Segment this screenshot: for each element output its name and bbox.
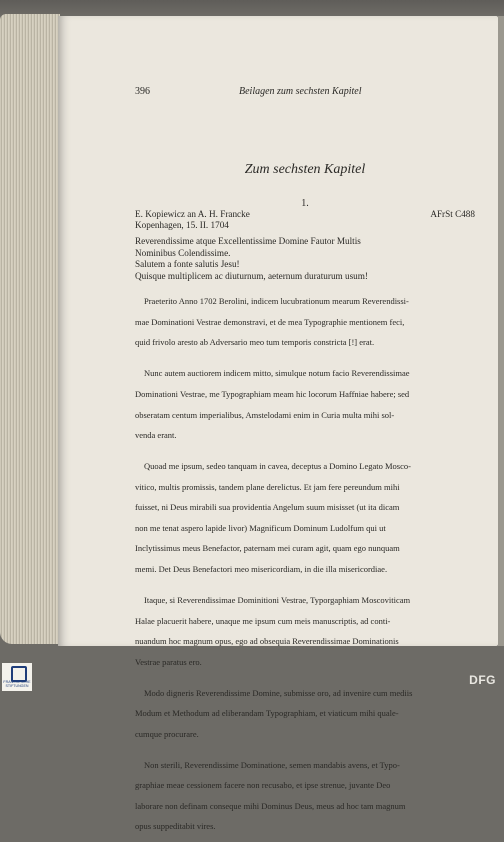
text-line: Modum et Methodum ad eliberandam Typographiam, et viaticum mihi quale-	[135, 708, 399, 719]
text-line: Modo digneris Reverendissime Domine, submisse oro, ad invenire cum mediis	[144, 687, 413, 698]
paragraph	[135, 677, 475, 749]
text-line: obseratam centum imperialibus, Amstelodami enim in Curia multa mihi sol-	[135, 409, 395, 420]
text-line: vitico, multis promissis, tandem plane derelictus. Et jam fere pereundum mihi	[135, 481, 400, 492]
franckesche-stiftungen-logo[interactable]	[2, 663, 32, 691]
text-line: fuisset, ni Deus mirabili sua providentia Angelum suum misisset (ut ita dicam	[135, 502, 400, 513]
text-line: Halae placuerit habere, unaque me ipsum cum meis manuscriptis, ad conti-	[135, 615, 391, 626]
place-date: Kopenhagen, 15. II. 1704	[135, 220, 229, 230]
text-line: mae Dominationi Vestrae demonstravi, et de mea Typographie mentionem feci,	[135, 316, 405, 327]
text-line: venda erant.	[135, 430, 177, 441]
text-line: graphiae meae cessionem facere non recusabo, et ipse strenue, juvante Deo	[135, 780, 391, 791]
logo-text: FRANCKESCHE STIFTUNGEN	[3, 680, 31, 688]
sender-recipient: E. Kopiewicz an A. H. Francke	[135, 209, 250, 219]
paragraph	[135, 585, 475, 678]
text-line: nuandum hoc magnum opus, ego ad obsequia Reverendissimae Dominationis	[135, 636, 399, 647]
text-line: Dominationi Vestrae, me Typographiam meam hic locorum Haffniae habere; sed	[135, 388, 410, 399]
paragraph	[135, 749, 475, 842]
paragraph	[135, 451, 475, 585]
text-line: Non sterili, Reverendissime Dominatione, semen mandabis avens, et Typo-	[144, 759, 400, 770]
text-line: non me tenat aspero lapide livor) Magnificum Dominum Ludolfum qui ut	[135, 522, 386, 533]
text-line: memi. Det Deus Benefactori meo misericordiam, in die illa misericordiae.	[135, 564, 388, 575]
text-line: Vestrae paratus ero.	[135, 656, 202, 667]
text-line: laborare non definam conseque mihi Dominus Deus, meus ad hoc tam magnum	[135, 800, 406, 811]
salutation-line: Reverendissime atque Excellentissime Domine Fautor Multis	[135, 236, 361, 246]
salutation-line: Salutem a fonte salutis Jesu!	[135, 259, 240, 269]
text-line: opus suppeditabit vires.	[135, 821, 216, 832]
book-page-edges	[0, 14, 60, 644]
scan-right-margin	[498, 16, 504, 646]
page-number: 396	[135, 86, 150, 97]
paragraph	[135, 358, 475, 451]
salutation-line: Quisque multiplicem ac diuturnum, aeternum duraturum usum!	[135, 270, 368, 281]
salutation-block	[135, 236, 475, 282]
text-line: Quoad me ipsum, sedeo tanquam in cavea, deceptus a Domino Legato Mosco-	[144, 461, 411, 472]
text-line: cumque procurare.	[135, 728, 199, 739]
archive-reference: AFrSt C488	[430, 209, 475, 219]
letter-number: 1.	[301, 198, 309, 209]
chapter-title: Zum sechsten Kapitel	[244, 162, 366, 177]
salutation-line: Nominibus Colendissime.	[135, 247, 231, 258]
letter-header	[135, 209, 475, 231]
text-line: Inclytissimus meus Benefactor, paternam mei curam agit, quam ego nunquam	[135, 543, 400, 554]
dfg-watermark: DFG	[469, 673, 496, 687]
text-line: Itaque, si Reverendissimae Dominitioni Vestrae, Typorgaphiam Moscoviticam	[144, 594, 411, 605]
letter-body	[135, 286, 475, 842]
text-line: Praeterito Anno 1702 Berolini, indicem lucubrationum mearum Reverendissi-	[144, 296, 409, 307]
paragraph	[135, 286, 475, 358]
text-line: quid frivolo aresto ab Adversario meo tum temporis constricta [!] erat.	[135, 337, 375, 348]
running-head-title: Beilagen zum sechsten Kapitel	[239, 86, 362, 97]
text-line: Nunc autem auctiorem indicem mitto, simulque notum facio Reverendissimae	[144, 368, 410, 379]
